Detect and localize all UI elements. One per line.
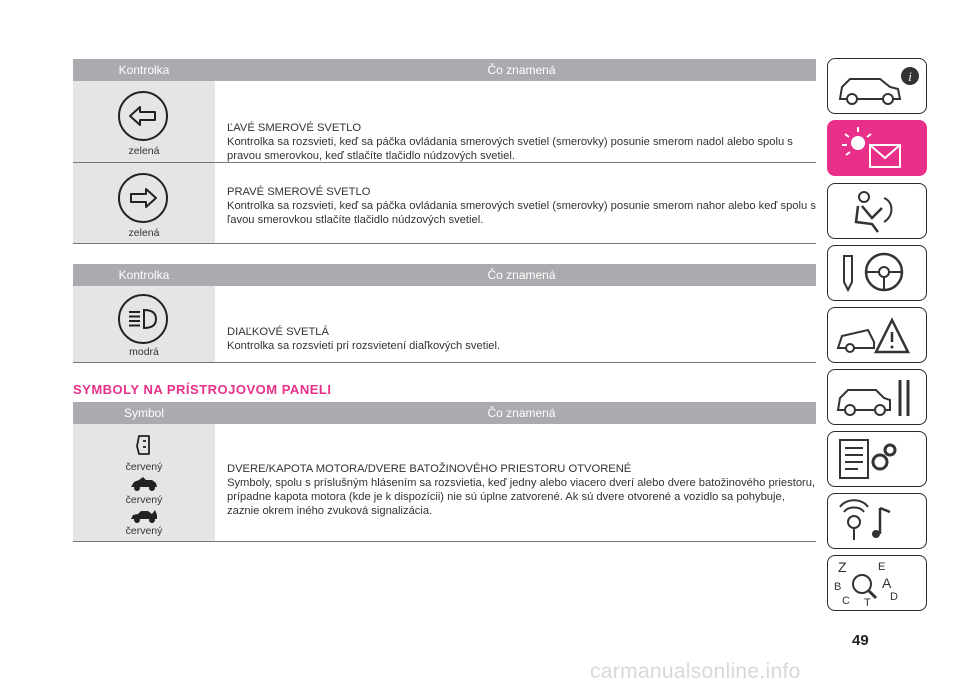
meaning-text: Kontrolka sa rozsvieti, keď sa páčka ovládania smerových svetiel (smerovky) posunie smerom nadol alebo spolu s pravou smerovkou, keď stlačíte tlačidlo núdzových svetiel.: [227, 136, 793, 162]
svg-text:i: i: [908, 69, 912, 84]
section-title: SYMBOLY NA PRÍSTROJOVOM PANELI: [73, 382, 332, 397]
multimedia-music-icon: [828, 494, 926, 548]
index-letter: D: [890, 591, 898, 603]
index-letter: Z: [838, 559, 847, 575]
header-col-indicator: Kontrolka: [118, 63, 170, 77]
turn-left-arrow-icon: [118, 91, 168, 141]
specifications-gears-icon: [828, 432, 926, 486]
index-letter: B: [834, 581, 842, 593]
symbol-color-label: červený: [125, 525, 163, 537]
meaning-text: Kontrolka sa rozsvieti pri rozsvietení diaľkových svetiel.: [227, 340, 501, 352]
trunk-open-icon: [129, 508, 159, 524]
header-col-meaning: Čo znamená: [487, 406, 556, 420]
header-col-meaning: Čo znamená: [487, 268, 556, 282]
sidebar-tab-starting-driving[interactable]: [827, 245, 927, 301]
sidebar-tab-maintenance[interactable]: [827, 369, 927, 425]
table-row: [73, 81, 816, 163]
warning-light-message-icon: [828, 121, 926, 175]
symbol-color-label: červený: [125, 461, 163, 473]
breakdown-warning-triangle-icon: [828, 308, 926, 362]
sidebar-tab-car-info[interactable]: [827, 58, 927, 114]
table-row: [73, 286, 816, 363]
page-number: 49: [852, 632, 869, 649]
watermark: carmanualsonline.info: [590, 660, 801, 683]
index-letter: E: [878, 561, 886, 573]
meaning-title: PRAVÉ SMEROVÉ SVETLO: [227, 186, 371, 198]
indicator-color-label: modrá: [129, 346, 159, 358]
index-letter: C: [842, 595, 850, 607]
car-info-icon: [828, 59, 926, 113]
sidebar-tab-warning-lights[interactable]: [827, 120, 927, 176]
car-wrench-icon: [828, 370, 926, 424]
indicator-cell: [73, 81, 215, 162]
warning-lights-table-2: [73, 264, 816, 363]
sidebar-tab-index[interactable]: [827, 555, 927, 611]
high-beam-icon: [118, 294, 168, 344]
meaning-text: Kontrolka sa rozsvieti, keď sa páčka ovládania smerových svetiel (smerovky) posunie smerom nahor alebo keď spolu s ľavou smerovkou stlačíte tlačidlo núdzových svetiel.: [227, 200, 816, 226]
table-header: [73, 264, 816, 286]
meaning-title: DVERE/KAPOTA MOTORA/DVERE BATOŽINOVÉHO PRIESTORU OTVORENÉ: [227, 463, 632, 475]
table-row: [73, 163, 816, 244]
alphabetical-index-icon: [828, 556, 926, 610]
sidebar-tab-emergency[interactable]: [827, 307, 927, 363]
indicator-color-label: zelená: [128, 145, 160, 157]
turn-right-arrow-icon: [118, 173, 168, 223]
symbol-color-label: červený: [125, 494, 163, 506]
dashboard-symbols-table: [73, 402, 816, 542]
table-header: [73, 402, 816, 424]
meaning-cell: [227, 325, 816, 353]
symbol-cell: [73, 424, 215, 541]
meaning-text: Symboly, spolu s príslušným hlásením sa rozsvietia, keď jedny alebo viacero dverí alebo dvere batožinového priestoru, prípadne kapota motora (kde je k dispozícii) nie sú úplne zatvorené. Ak sú dvere otvorené a vozidlo sa pohybuje, zaznie okrem iného zvuková signalizácia.: [227, 477, 816, 517]
indicator-cell: [73, 286, 215, 362]
warning-lights-table-1: [73, 59, 816, 244]
key-steering-wheel-icon: [828, 246, 926, 300]
seat-airbag-icon: [828, 184, 926, 238]
door-open-icon: [135, 434, 153, 456]
meaning-title: ĽAVÉ SMEROVÉ SVETLO: [227, 122, 362, 134]
bonnet-open-icon: [129, 476, 159, 492]
meaning-cell: [227, 121, 816, 163]
index-letter: T: [864, 597, 871, 609]
meaning-cell: [227, 185, 816, 227]
header-col-indicator: Kontrolka: [118, 268, 170, 282]
meaning-title: DIAĽKOVÉ SVETLÁ: [227, 326, 329, 338]
header-col-symbol: Symbol: [123, 406, 164, 420]
table-row: [73, 424, 816, 542]
index-letter: A: [882, 575, 892, 591]
sidebar-tab-safety[interactable]: [827, 183, 927, 239]
sidebar-tab-multimedia[interactable]: [827, 493, 927, 549]
sidebar-tab-technical-data[interactable]: [827, 431, 927, 487]
header-col-meaning: Čo znamená: [487, 63, 556, 77]
meaning-cell: [227, 462, 816, 518]
indicator-color-label: zelená: [128, 227, 160, 239]
table-header: [73, 59, 816, 81]
indicator-cell: [73, 163, 215, 243]
